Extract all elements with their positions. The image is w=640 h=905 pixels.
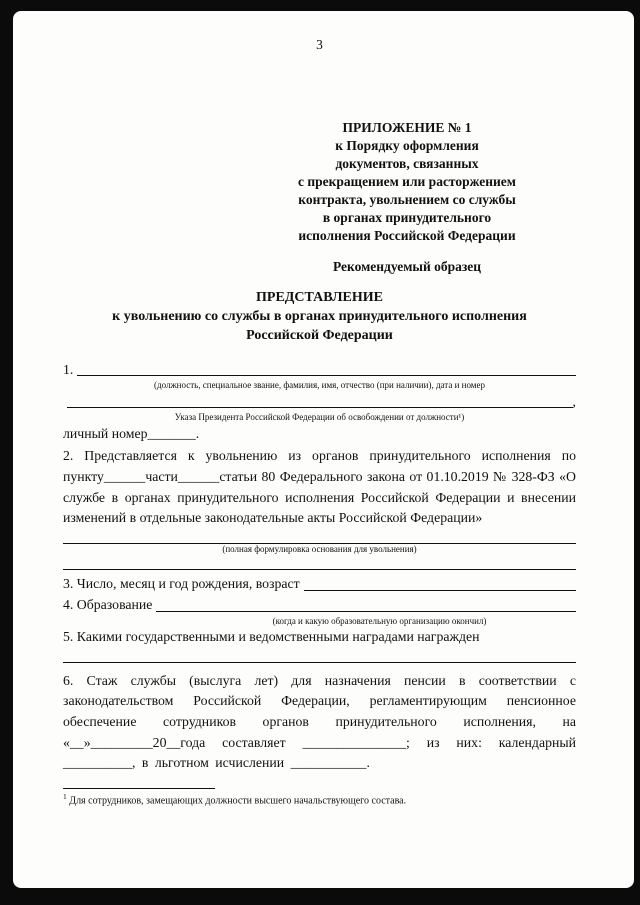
item1-caption-1: (должность, специальное звание, фамилия, имя, отчество (при наличии), дата и номер <box>154 380 485 391</box>
item3-label: 3. Число, месяц и год рождения, возраст <box>63 576 300 592</box>
title-line-1: ПРЕДСТАВЛЕНИЕ <box>256 289 383 305</box>
item1-trailing-comma: , <box>572 393 576 409</box>
appendix-line: исполнения Российской Федерации <box>298 228 516 244</box>
document-title <box>63 288 576 345</box>
item4-blank-line <box>156 595 576 612</box>
appendix-line: к Порядку оформления <box>335 138 479 154</box>
appendix-line: контракта, увольнением со службы <box>298 192 516 208</box>
item3-line <box>63 574 576 595</box>
item1-number: 1. <box>63 361 74 377</box>
footnote-marker: 1 <box>63 791 67 801</box>
item4-label: 4. Образование <box>63 596 153 612</box>
item1-line1 <box>63 360 576 381</box>
footnote-text: Для сотрудников, замещающих должности высшего начальствующего состава. <box>69 795 407 807</box>
title-line-2: к увольнению со службы в органах принудительного исполнения <box>112 308 527 324</box>
item1-blank-line-1 <box>77 360 576 377</box>
document-sheet <box>13 11 634 888</box>
appendix-line: документов, связанных <box>335 156 479 172</box>
item1-blank-line-2 <box>67 392 573 409</box>
footnote <box>63 792 576 806</box>
reason-blank-line-1 <box>63 529 576 544</box>
recommended-sample-label: Рекомендуемый образец <box>332 258 482 274</box>
item3-blank-line <box>304 574 576 591</box>
item2-paragraph: 2. Представляется к увольнению из органов принудительного исполнения по пункту______части______статьи 80 Федерального закона от 01.10.2019 № 328-ФЗ «О службе в органах принудительного исполнения Российской Федерации и внесении изменений в отдельные законодательные акты Российской Федерации» <box>63 448 576 526</box>
title-line-3: Российской Федерации <box>246 327 393 343</box>
item2-caption: (полная формулировка основания для увольнения) <box>222 543 417 554</box>
form-body <box>63 360 576 774</box>
item4-caption: (когда и какую образовательную организацию окончил) <box>272 615 487 626</box>
appendix-line: ПРИЛОЖЕНИЕ № 1 <box>342 120 472 135</box>
page-number: 3 <box>316 37 323 52</box>
item6-paragraph: 6. Стаж службы (выслуга лет) для назначения пенсии в соответствии с законодательством Российской Федерации, регламентирующим пенсионное обеспечение сотрудников органов принудительного исполнения, на «__»_________20__года составляет _______________; из них: календарный __________, в льготном исчислении ___________. <box>63 672 576 771</box>
reason-blank-line-2 <box>63 555 576 570</box>
appendix-line: с прекращением или расторжением <box>297 174 516 190</box>
item4-line <box>63 595 576 616</box>
item5-blank-line <box>63 648 576 663</box>
appendix-block <box>242 119 572 246</box>
personal-number-line: личный номер_______. <box>63 425 200 441</box>
item1-caption-2: Указа Президента Российской Федерации об освобождении от должности¹) <box>174 412 465 423</box>
appendix-line: в органах принудительного <box>322 210 492 226</box>
item5-label: 5. Какими государственными и ведомственными наградами награжден <box>63 628 480 644</box>
footnote-divider <box>63 788 215 789</box>
item1-line2 <box>63 392 576 413</box>
